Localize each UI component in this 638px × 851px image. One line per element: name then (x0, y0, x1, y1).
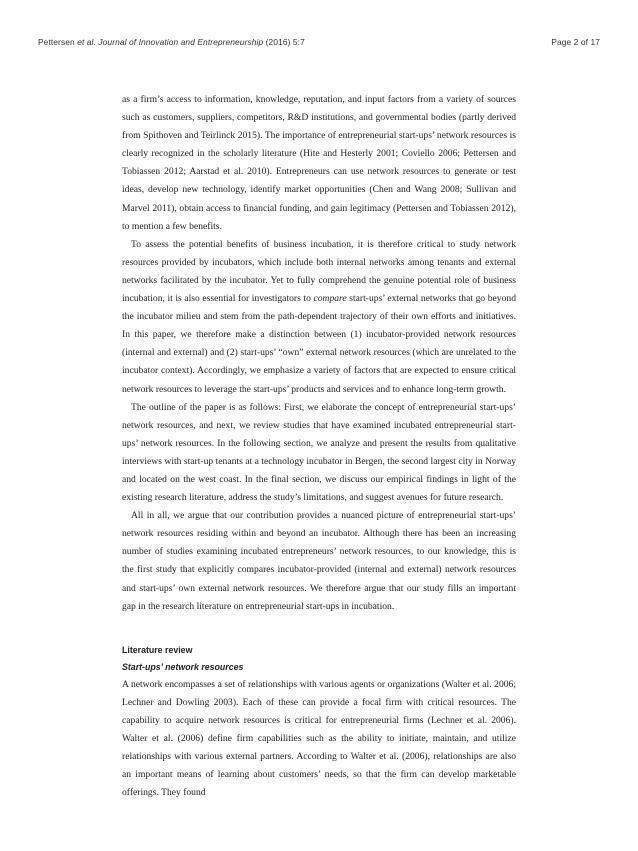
header-citation (38, 37, 305, 47)
header-page-number: Page 2 of 17 (551, 37, 600, 47)
body-text (122, 91, 516, 802)
paragraph-text: start-ups’ external networks that go beyond the incubator milieu and stem from the path-dependent trajectory of their own efforts and initiatives. In this paper, we therefore make a distinction between (1) incubator-provided network resources (internal and external) and (2) start-ups’ “own” external network resources (which are unrelated to the incubator context). Accordingly, we emphasize a variety of factors that are expected to ensure critical network resources to leverage the start-ups’ products and services and to enhance long-term growth. (122, 293, 516, 395)
paragraph-outline: The outline of the paper is as follows: First, we elaborate the concept of entrepreneurial start-ups’ network resources, and next, we review studies that have examined incubated entrepreneurial start-ups’ network resources. In the following section, we analyze and present the results from qualitative interviews with start-up tenants at a technology incubator in Bergen, the second largest city in Norway and located on the west coast. In the final section, we discuss our empirical findings in light of the existing research literature, address the study’s limitations, and suggest avenues for future research. (122, 401, 516, 504)
paragraph-contribution: All in all, we argue that our contribution provides a nuanced picture of entrepreneurial start-ups’ network resources residing within and beyond an incubator. Although there has been an increasing number of studies examining incubated entrepreneurs’ network resources, to our knowledge, this is the first study that explicitly compares incubator-provided (internal and external) network resources and start-ups’ own external network resources. We therefore argue that our study fills an important gap in the research literature on entrepreneurial start-ups in incubation. (122, 510, 516, 612)
header-author: Pettersen (38, 37, 75, 47)
header-journal: Journal of Innovation and Entrepreneurship (98, 37, 264, 47)
paragraph-text: To assess the potential benefits of business incubation, it is therefore critical to study network resources provided by incubators, which include both internal networks among tenants and external networks facilitated by the incubator. Yet to fully comprehend the genuine potential role of business incubation, it is also essential for investigators to (122, 238, 516, 305)
running-header (38, 37, 600, 47)
paragraph-continued: as a firm’s access to information, knowledge, reputation, and input factors from a variety of sources such as customers, suppliers, competitors, R&D institutions, and governmental bodies (partly derived from Spithoven and Teirlinck 2015). The importance of entrepreneurial start-ups’ network resources is clearly recognized in the scholarly literature (Hite and Hesterly 2001; Coviello 2006; Pettersen and Tobiassen 2012; Aarstad et al. 2010). Entrepreneurs can use network resources to generate or test ideas, develop new technology, identify market opportunities (Chen and Wang 2008; Sullivan and Marvel 2011), obtain access to financial funding, and gain legitimacy (Pettersen and Tobiassen 2012), to mention a few benefits. (122, 94, 516, 232)
section-heading: Literature review (122, 644, 193, 655)
paragraph-network-definition: A network encompasses a set of relationships with various agents or organizations (Walter et al. 2006; Lechner and Dowling 2003). Each of these can provide a focal firm with critical resources. The capability to acquire network resources is critical for entrepreneurial firms (Lechner et al. 2006). Walter et al. (2006) define firm capabilities such as the ability to initiate, maintain, and utilize relationships with various external partners. According to Walter et al. (2006), relationships are also an important means of learning about customers’ needs, so that the firm can develop marketable offerings. They found (122, 678, 516, 799)
emphasis-text: compare (313, 293, 347, 305)
paragraph-incubation (122, 236, 516, 399)
header-volume: (2016) 5:7 (265, 37, 305, 47)
subsection-heading: Start-ups’ network resources (122, 661, 244, 672)
header-etal: et al. (77, 37, 96, 47)
